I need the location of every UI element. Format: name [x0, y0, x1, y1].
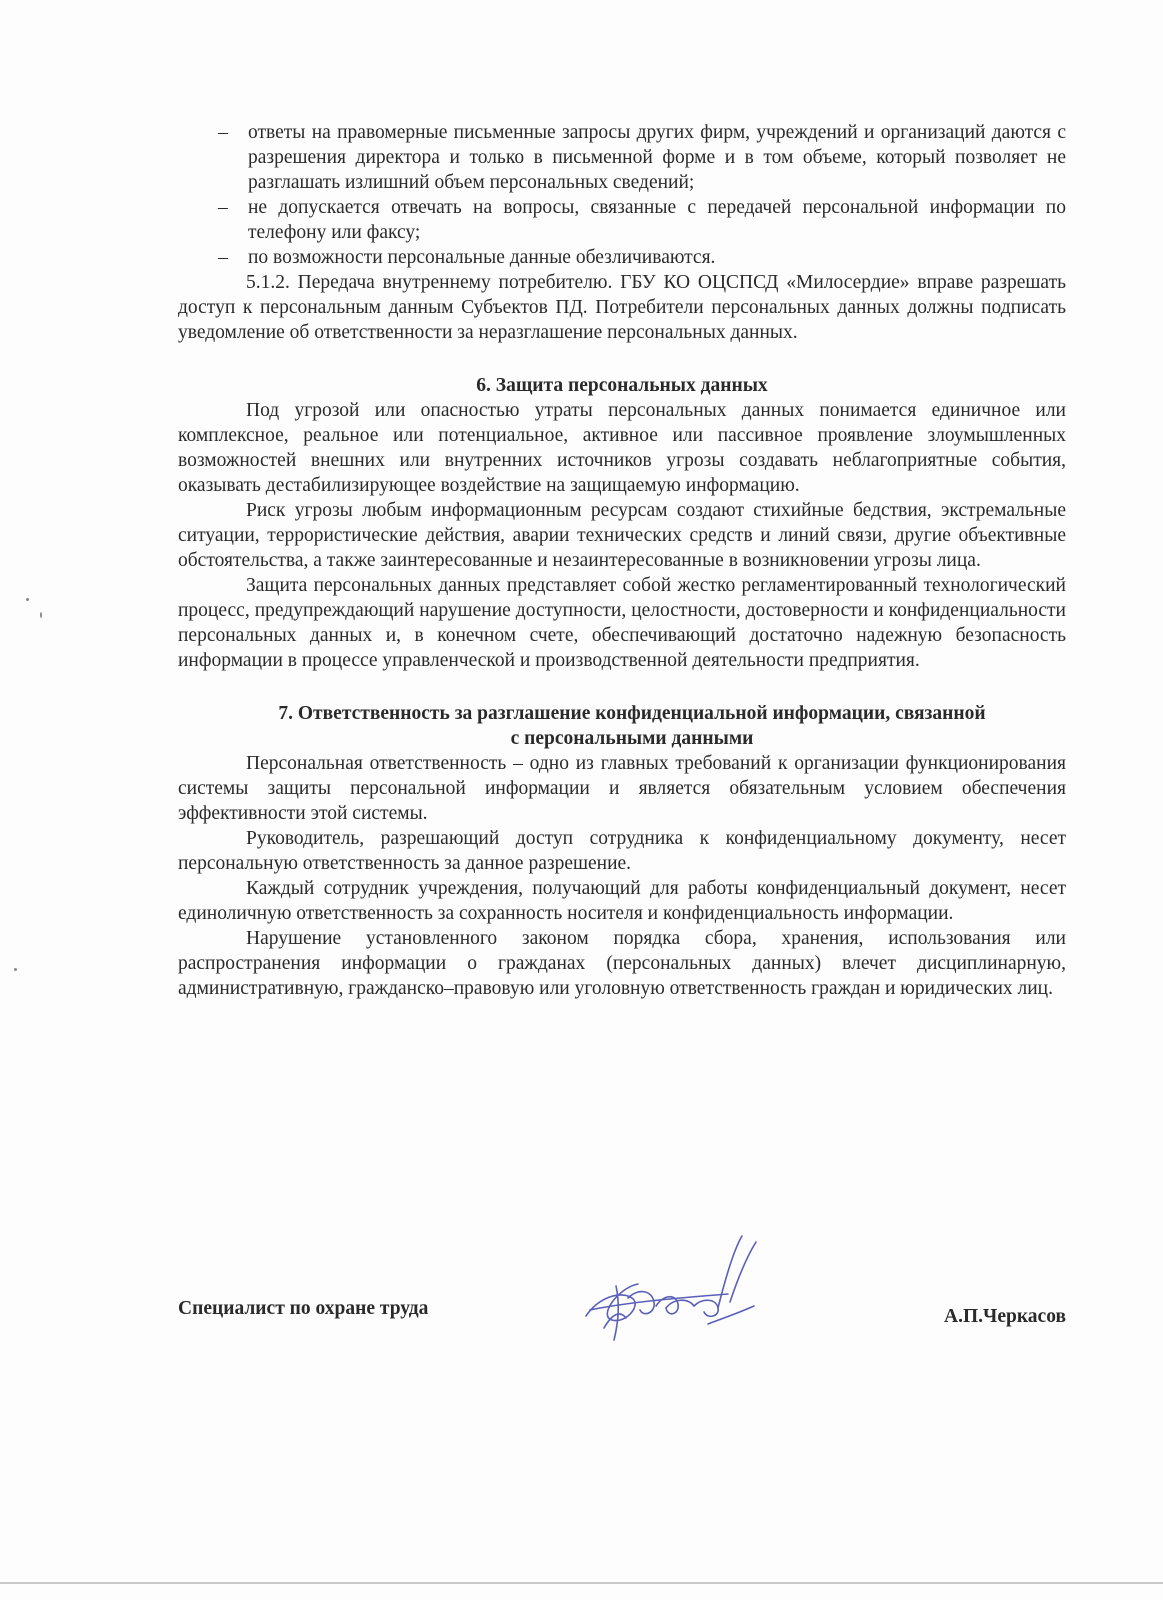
list-dash: –: [218, 197, 228, 218]
list-item-text: по возможности персональные данные обезличиваются.: [248, 247, 716, 268]
section-7-heading-line1: 7. Ответственность за разглашение конфиденциальной информации, связанной: [278, 703, 986, 724]
list-item-text: ответы на правомерные письменные запросы других фирм, учреждений и организаций даются с разрешения директора и только в письменной форме и в том объеме, который позволяет не разглашать излишний объем персональных сведений;: [248, 122, 1066, 193]
document-body: [178, 120, 1066, 1001]
handwritten-signature: [568, 1228, 778, 1348]
list-item: [178, 245, 1066, 270]
signature-block: [178, 1290, 1066, 1390]
section-6-paragraph: Под угрозой или опасностью утраты персональных данных понимается единичное или комплексное, реальное или потенциальное, активное или пассивное проявление злоумышленных возможностей внешних или внутренних источников угрозы создавать неблагоприятные события, оказывать дестабилизирующее воздействие на защищаемую информацию.: [178, 400, 1066, 496]
scan-speck: [40, 612, 42, 618]
section-7-heading: [178, 701, 1066, 751]
list-dash: –: [218, 247, 228, 268]
signatory-role: Специалист по охране труда: [178, 1298, 429, 1319]
scan-edge-line: [0, 1582, 1163, 1584]
section-7-paragraph: Персональная ответственность – одно из главных требований к организации функционирования системы защиты персональной информации и является обязательным условием обеспечения эффективности этой системы.: [178, 753, 1066, 824]
paragraph-5-1-2: 5.1.2. Передача внутреннему потребителю. ГБУ КО ОЦСПСД «Милосердие» вправе разрешать доступ к персональным данным Субъектов ПД. Потребители персональных данных должны подписать уведомление об ответственности за неразглашение персональных данных.: [178, 272, 1066, 343]
section-7-paragraph: Каждый сотрудник учреждения, получающий для работы конфиденциальный документ, несет единоличную ответственность за сохранность носителя и конфиденциальность информации.: [178, 878, 1066, 924]
list-item: [178, 120, 1066, 195]
list-item-text: не допускается отвечать на вопросы, связанные с передачей персональной информации по телефону или факсу;: [248, 197, 1066, 243]
scan-speck: [14, 968, 17, 971]
signatory-name: А.П.Черкасов: [944, 1306, 1066, 1327]
section-7-paragraph: Руководитель, разрешающий доступ сотрудника к конфиденциальному документу, несет персональную ответственность за данное разрешение.: [178, 828, 1066, 874]
section-7-paragraph: Нарушение установленного законом порядка сбора, хранения, использования или распространения информации о гражданах (персональных данных) влечет дисциплинарную, административную, гражданско–правовую или уголовную ответственность граждан и юридических лиц.: [178, 928, 1066, 999]
scan-speck: [26, 598, 29, 601]
section-7-heading-line2: с персональными данными: [510, 728, 754, 749]
section-6-heading: 6. Защита персональных данных: [476, 375, 768, 396]
list-dash: –: [218, 122, 228, 143]
section-6-paragraph: Риск угрозы любым информационным ресурсам создают стихийные бедствия, экстремальные ситуации, террористические действия, аварии технических средств и линий связи, другие объективные обстоятельства, а также заинтересованные и незаинтересованные в возникновении угрозы лица.: [178, 500, 1066, 571]
list-item: [178, 195, 1066, 245]
section-6-paragraph: Защита персональных данных представляет собой жестко регламентированный технологический процесс, предупреждающий нарушение доступности, целостности, достоверности и конфиденциальности персональных данных и, в конечном счете, обеспечивающий достаточно надежную безопасность информации в процессе управленческой и производственной деятельности предприятия.: [178, 575, 1066, 671]
